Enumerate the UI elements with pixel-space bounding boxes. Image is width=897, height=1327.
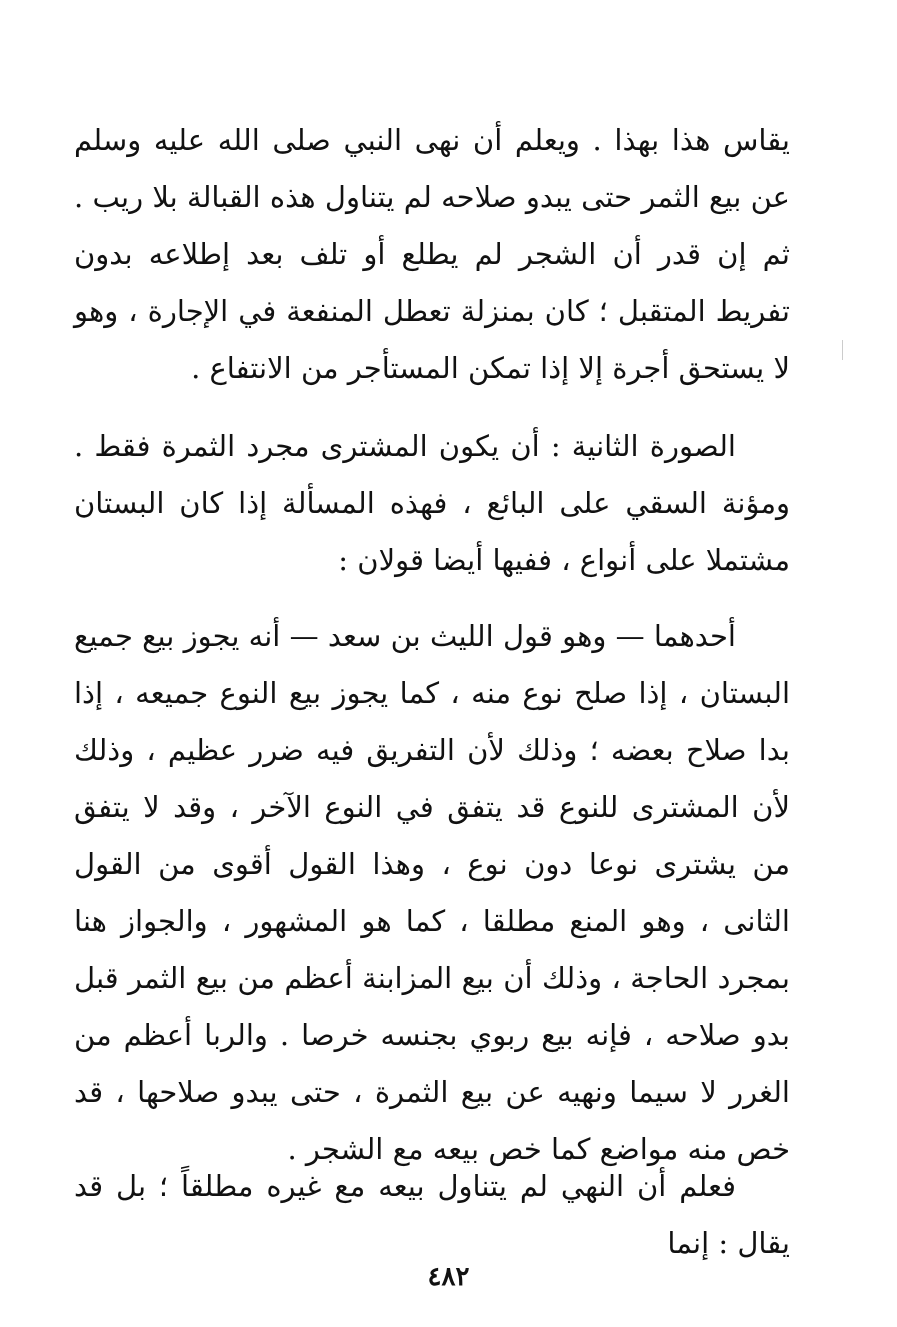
paragraph-2: الصورة الثانية : أن يكون المشترى مجرد الثمرة فقط . ومؤنة السقي على البائع ، فهذه المسألة إذا كان البستان مشتملا على أنواع ، ففيها أيضا قولان : bbox=[74, 429, 790, 577]
page-number: ٤٨٢ bbox=[427, 1262, 470, 1292]
paragraph-3: أحدهما — وهو قول الليث بن سعد — أنه يجوز بيع جميع البستان ، إذا صلح نوع منه ، كما يجوز بيع النوع جميعه ، إذا بدا صلاح بعضه ؛ وذلك لأن التفريق فيه ضرر عظيم ، وذلك لأن المشترى للنوع قد يتفق في النوع الآخر ، وقد لا يتفق من يشترى نوعا دون نوع ، وهذا القول أقوى من القول الثانى ، وهو المنع مطلقا ، كما هو المشهور ، والجواز هنا بمجرد الحاجة ، وذلك أن بيع المزابنة أعظم من بيع الثمر قبل بدو صلاحه ، فإنه بيع ربوي بجنسه خرصا . والربا أعظم من الغرر لا سيما ونهيه عن بيع الثمرة ، حتى يبدو صلاحها ، قد خص منه مواضع كما خص بيعه مع الشجر . bbox=[74, 619, 790, 1166]
paragraph-1: يقاس هذا بهذا . ويعلم أن نهى النبي صلى الله عليه وسلم عن بيع الثمر حتى يبدو صلاحه لم يتناول هذه القبالة بلا ريب . ثم إن قدر أن الشجر لم يطلع أو تلف بعد إطلاعه بدون تفريط المتقبل ؛ كان بمنزلة تعطل المنفعة في الإجارة ، وهو لا يستحق أجرة إلا إذا تمكن المستأجر من الانتفاع . bbox=[74, 123, 790, 385]
margin-mark bbox=[842, 340, 843, 360]
paragraph-4: فعلم أن النهي لم يتناول بيعه مع غيره مطلقاً ؛ بل قد يقال : إنما bbox=[74, 1169, 790, 1260]
